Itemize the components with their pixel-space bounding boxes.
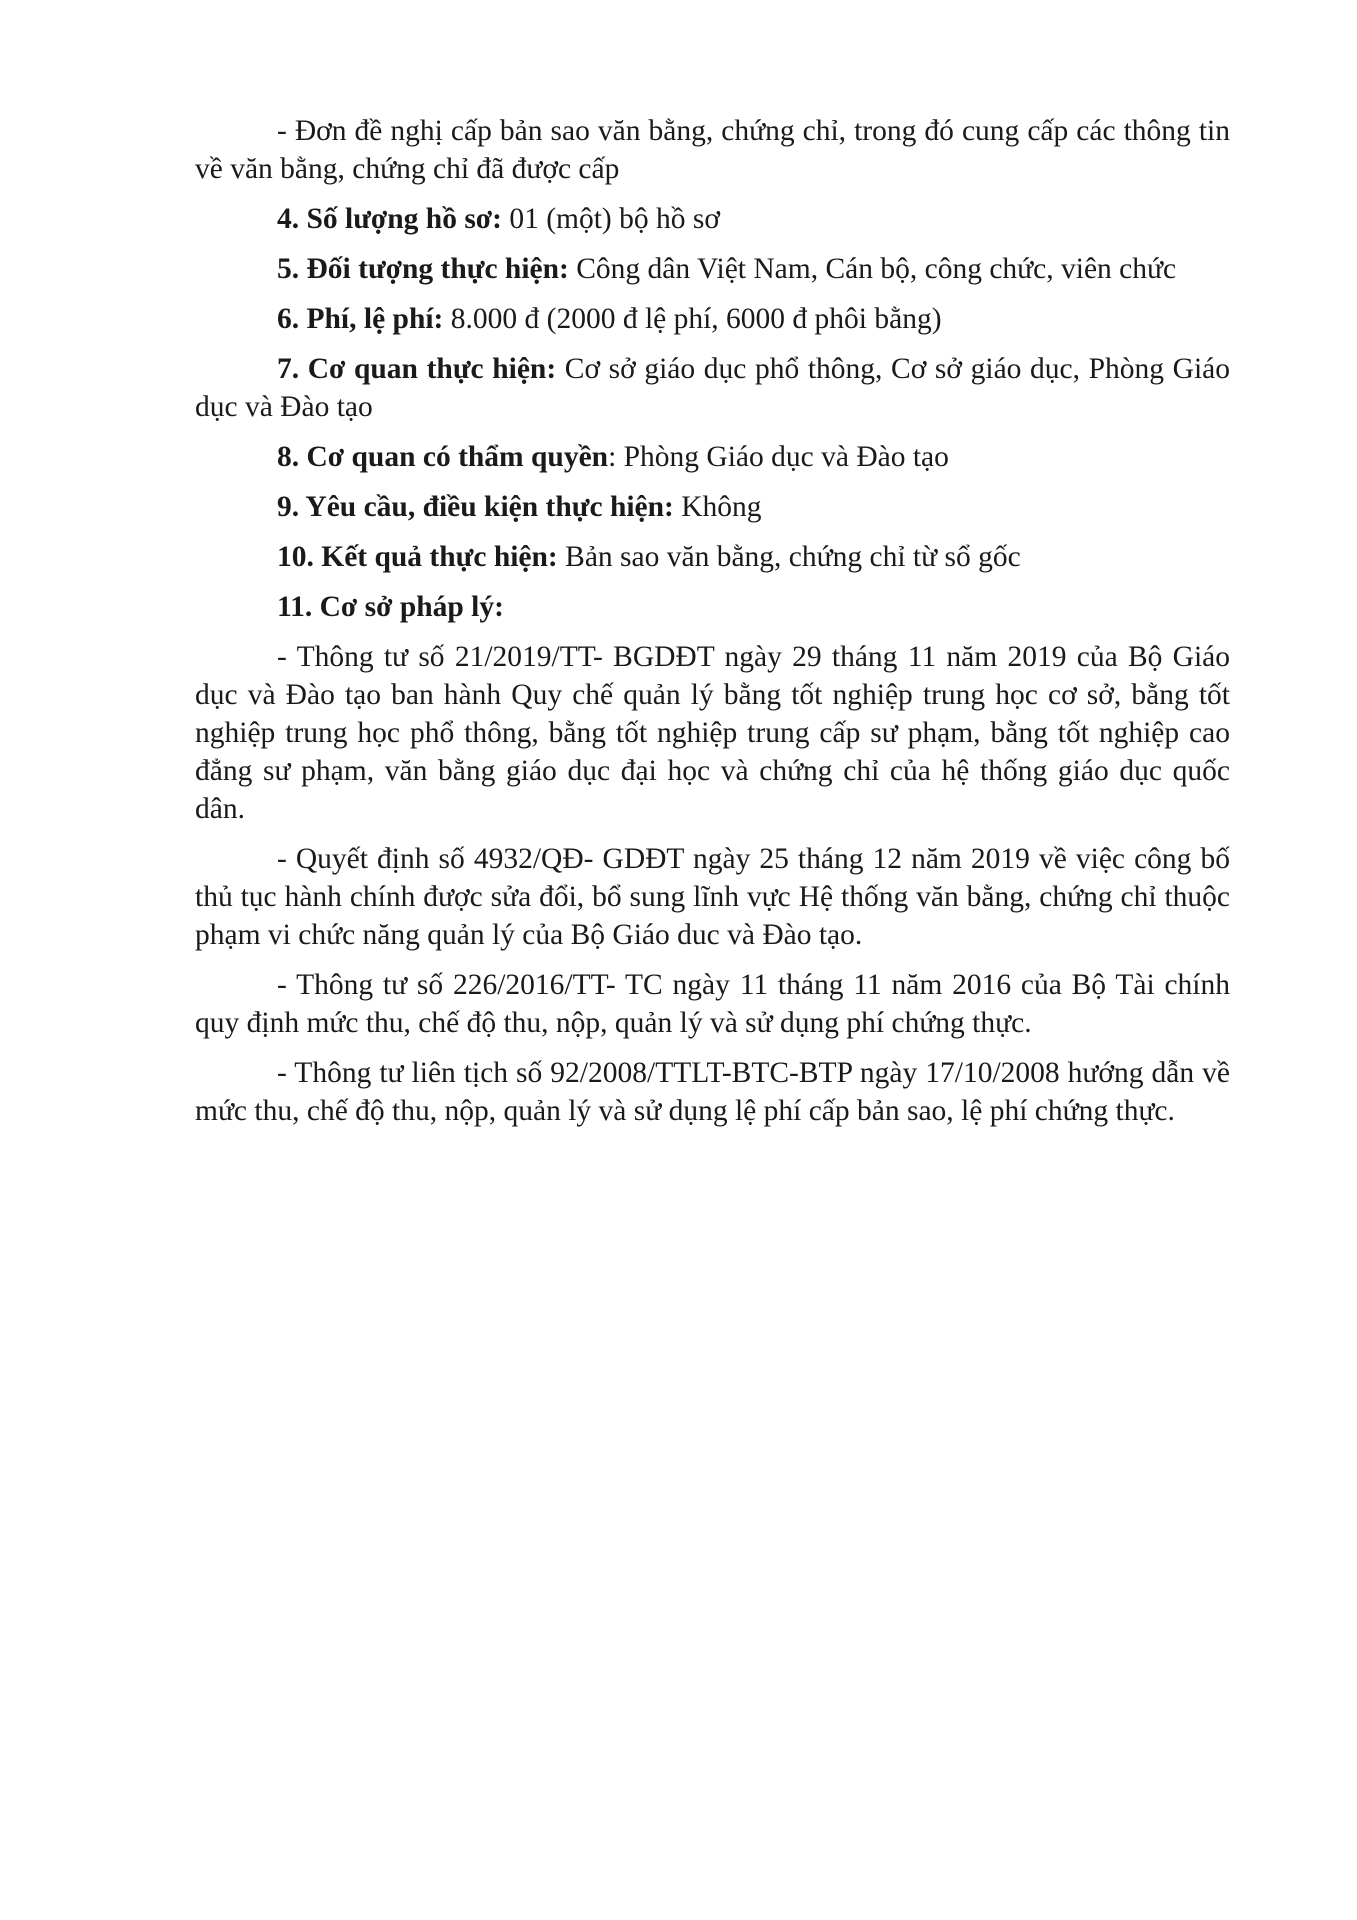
item-competent-authority — [195, 438, 1230, 476]
item-executing-agency — [195, 350, 1230, 426]
item-value: Cơ sở giáo dục phổ thông, Cơ sở giáo dục, Phòng Giáo dục và Đào tạo — [195, 353, 1230, 423]
intro-paragraph: - Đơn đề nghị cấp bản sao văn bằng, chứng chỉ, trong đó cung cấp các thông tin về văn bằng, chứng chỉ đã được cấp — [195, 115, 1230, 185]
item-value: Công dân Việt Nam, Cán bộ, công chức, viên chức — [568, 253, 1177, 285]
item-label: 8. Cơ quan có thẩm quyền — [277, 441, 609, 473]
legal-basis-item: - Thông tư số 226/2016/TT- TC ngày 11 tháng 11 năm 2016 của Bộ Tài chính quy định mức thu, chế độ thu, nộp, quản lý và sử dụng phí chứng thực. — [195, 969, 1230, 1039]
item-label: 4. Số lượng hồ sơ: — [277, 203, 502, 235]
item-subjects — [195, 250, 1230, 288]
item-label: 7. Cơ quan thực hiện: — [277, 353, 557, 385]
item-requirements — [195, 488, 1230, 526]
legal-basis-item: - Thông tư liên tịch số 92/2008/TTLT-BTC-BTP ngày 17/10/2008 hướng dẫn về mức thu, chế độ thu, nộp, quản lý và sử dụng lệ phí cấp bản sao, lệ phí chứng thực. — [195, 1057, 1230, 1127]
item-result — [195, 538, 1230, 576]
item-legal-basis-heading — [195, 588, 1230, 626]
legal-basis-item: - Quyết định số 4932/QĐ- GDĐT ngày 25 tháng 12 năm 2019 về việc công bố thủ tục hành chính được sửa đổi, bổ sung lĩnh vực Hệ thống văn bằng, chứng chỉ thuộc phạm vi chức năng quản lý của Bộ Giáo duc và Đào tạo. — [195, 843, 1230, 951]
item-value: Không — [673, 491, 762, 523]
item-label: 9. Yêu cầu, điều kiện thực hiện: — [277, 491, 674, 523]
document-body — [195, 112, 1230, 1142]
legal-basis-item: - Thông tư số 21/2019/TT- BGDĐT ngày 29 tháng 11 năm 2019 của Bộ Giáo dục và Đào tạo ban hành Quy chế quản lý bằng tốt nghiệp trung học cơ sở, bằng tốt nghiệp trung học phổ thông, bằng tốt nghiệp trung cấp sư phạm, bằng tốt nghiệp cao đẳng sư phạm, văn bằng giáo dục đại học và chứng chỉ của hệ thống giáo dục quốc dân. — [195, 641, 1230, 825]
item-label: 5. Đối tượng thực hiện: — [277, 253, 569, 285]
item-label: 6. Phí, lệ phí: — [277, 303, 444, 335]
item-label: 10. Kết quả thực hiện: — [277, 541, 558, 573]
item-value: Bản sao văn bằng, chứng chỉ từ sổ gốc — [557, 541, 1021, 573]
item-value: 01 (một) bộ hồ sơ — [501, 203, 720, 235]
item-record-count — [195, 200, 1230, 238]
item-label: 11. Cơ sở pháp lý: — [277, 591, 504, 623]
item-value: 8.000 đ (2000 đ lệ phí, 6000 đ phôi bằng) — [443, 303, 942, 335]
item-value: : Phòng Giáo dục và Đào tạo — [608, 441, 949, 473]
item-fees — [195, 300, 1230, 338]
